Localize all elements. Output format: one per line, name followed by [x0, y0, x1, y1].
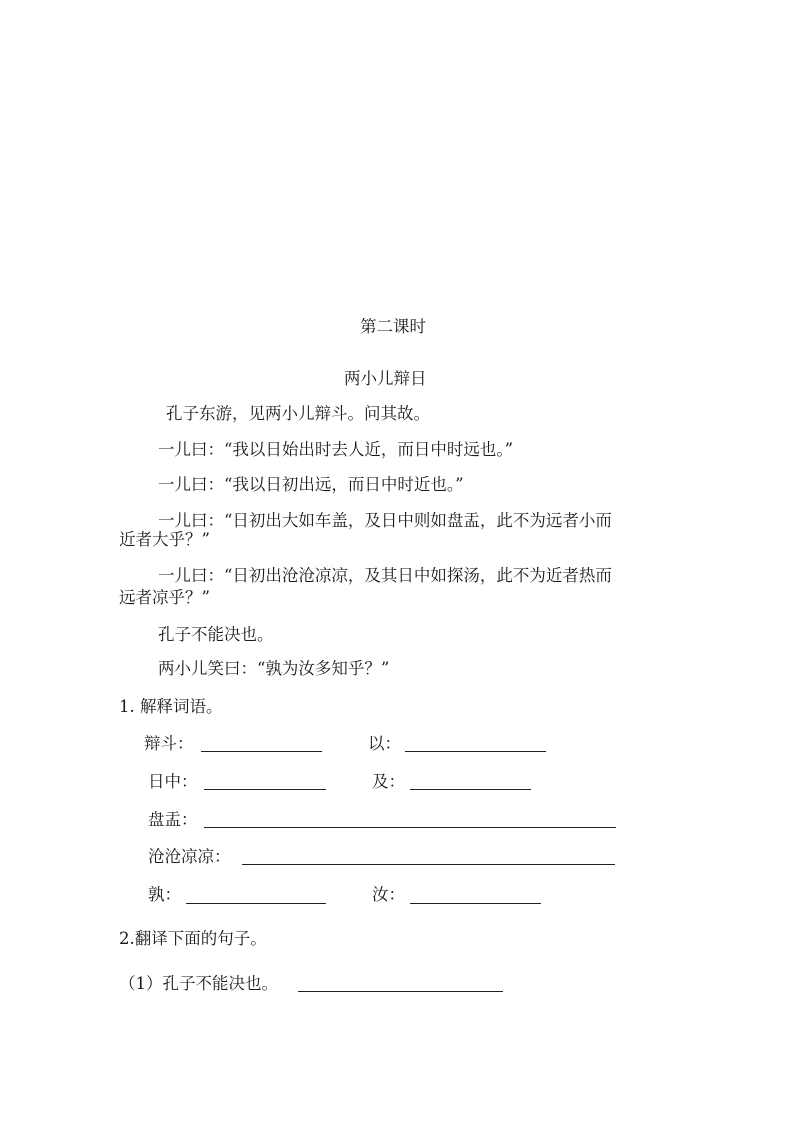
term-label: 以：: [368, 734, 401, 753]
passage-paragraph: 一儿曰：“日初出大如车盖，及日中则如盘盂，此不为远者小而: [158, 511, 612, 530]
passage-paragraph: 孔子东游，见两小儿辩斗。问其故。: [166, 404, 430, 423]
answer-blank[interactable]: [201, 751, 322, 752]
passage-paragraph-cont: 近者大乎？”: [119, 530, 210, 549]
term-label: 辩斗：: [144, 734, 194, 753]
term-label: 孰：: [148, 885, 181, 904]
answer-blank[interactable]: [186, 903, 326, 904]
answer-blank[interactable]: [242, 864, 615, 865]
lesson-title: 第二课时: [360, 317, 426, 336]
passage-title: 两小儿辩日: [344, 369, 427, 388]
term-label: 盘盂：: [148, 810, 198, 829]
passage-paragraph: 一儿曰：“我以日始出时去人近，而日中时远也。”: [158, 440, 514, 459]
answer-blank[interactable]: [204, 789, 326, 790]
question-2-heading: 2.翻译下面的句子。: [119, 929, 267, 948]
passage-paragraph-cont: 远者凉乎？”: [119, 588, 210, 607]
question-1-heading: 1. 解释词语。: [119, 697, 223, 716]
term-label: 日中：: [148, 772, 198, 791]
translate-item: （1）孔子不能决也。: [119, 974, 278, 993]
passage-paragraph: 一儿曰：“日初出沧沧凉凉，及其日中如探汤，此不为近者热而: [158, 566, 612, 585]
passage-paragraph: 孔子不能决也。: [158, 625, 274, 644]
term-label: 及：: [372, 772, 405, 791]
term-label: 汝：: [372, 885, 405, 904]
answer-blank[interactable]: [410, 903, 541, 904]
term-label: 沧沧凉凉：: [148, 847, 231, 866]
answer-blank[interactable]: [405, 751, 546, 752]
answer-blank[interactable]: [204, 827, 616, 828]
passage-paragraph: 一儿曰：“我以日初出远，而日中时近也。”: [158, 475, 464, 494]
passage-paragraph: 两小儿笑曰：“孰为汝多知乎？”: [158, 659, 390, 678]
answer-blank[interactable]: [298, 991, 503, 992]
answer-blank[interactable]: [410, 789, 531, 790]
